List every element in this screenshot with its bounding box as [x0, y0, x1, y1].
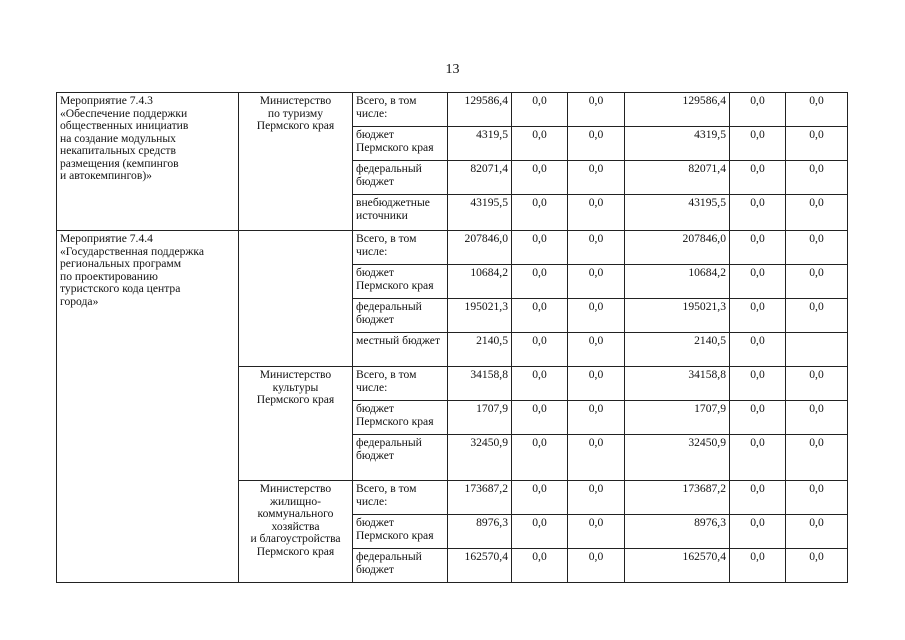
funding-source-cell: местный бюджет	[353, 333, 448, 367]
event-title-line: и автокемпингов)»	[60, 169, 152, 182]
value-cell: 1707,9	[625, 401, 730, 435]
value-cell: 32450,9	[625, 435, 730, 481]
event-title-line: на создание модульных	[60, 131, 176, 145]
funding-source-cell: бюджет Пермского края	[353, 127, 448, 161]
value-cell: 34158,8	[448, 367, 512, 401]
executor-cell	[239, 481, 353, 583]
value-cell: 0,0	[512, 401, 568, 435]
value-cell: 173687,2	[625, 481, 730, 515]
value-cell: 0,0	[512, 231, 568, 265]
event-title-line: Мероприятие 7.4.4	[60, 232, 153, 245]
value-cell: 4319,5	[448, 127, 512, 161]
value-cell: 8976,3	[448, 515, 512, 549]
value-cell: 0,0	[568, 265, 625, 299]
value-cell: 0,0	[730, 435, 786, 481]
event-title-cell	[57, 231, 239, 583]
value-cell: 0,0	[568, 299, 625, 333]
value-cell: 162570,4	[448, 549, 512, 583]
value-cell: 0,0	[512, 435, 568, 481]
funding-source-cell: Всего, в том числе:	[353, 93, 448, 127]
value-cell: 195021,3	[625, 299, 730, 333]
funding-source-cell: федеральный бюджет	[353, 549, 448, 583]
value-cell: 0,0	[568, 195, 625, 231]
value-cell: 0,0	[786, 195, 848, 231]
value-cell: 0,0	[568, 93, 625, 127]
executor-name-line: и благоустройства	[250, 532, 341, 545]
value-cell: 82071,4	[448, 161, 512, 195]
value-cell: 0,0	[730, 515, 786, 549]
value-cell: 0,0	[512, 195, 568, 231]
event-title-line: Мероприятие 7.4.3	[60, 94, 153, 107]
value-cell: 0,0	[730, 367, 786, 401]
value-cell: 0,0	[730, 481, 786, 515]
value-cell: 207846,0	[448, 231, 512, 265]
budget-table	[56, 92, 848, 583]
value-cell: 0,0	[786, 367, 848, 401]
value-cell: 1707,9	[448, 401, 512, 435]
table-row	[57, 93, 848, 127]
table-row	[57, 231, 848, 265]
value-cell: 0,0	[568, 333, 625, 367]
value-cell: 0,0	[730, 195, 786, 231]
value-cell: 195021,3	[448, 299, 512, 333]
funding-source-cell: бюджет Пермского края	[353, 265, 448, 299]
event-title-line: общественных инициатив	[60, 119, 189, 132]
value-cell: 0,0	[512, 265, 568, 299]
funding-source-cell: федеральный бюджет	[353, 161, 448, 195]
value-cell: 0,0	[730, 127, 786, 161]
value-cell: 129586,4	[448, 93, 512, 127]
value-cell: 0,0	[730, 333, 786, 367]
value-cell: 0,0	[786, 515, 848, 549]
event-title-line: размещения (кемпингов	[60, 156, 179, 170]
value-cell: 0,0	[568, 481, 625, 515]
funding-source-cell: федеральный бюджет	[353, 299, 448, 333]
funding-source-cell: бюджет Пермского края	[353, 515, 448, 549]
funding-source-cell: Всего, в том числе:	[353, 367, 448, 401]
value-cell: 0,0	[786, 299, 848, 333]
value-cell: 0,0	[568, 515, 625, 549]
value-cell: 43195,5	[625, 195, 730, 231]
value-cell: 0,0	[512, 299, 568, 333]
value-cell: 0,0	[786, 127, 848, 161]
value-cell: 0,0	[786, 549, 848, 583]
funding-source-cell: бюджет Пермского края	[353, 401, 448, 435]
value-cell: 173687,2	[448, 481, 512, 515]
value-cell: 207846,0	[625, 231, 730, 265]
value-cell: 0,0	[568, 127, 625, 161]
executor-cell	[239, 93, 353, 231]
event-title-line: «Обеспечение поддержки	[60, 106, 188, 120]
event-title-line: города»	[60, 294, 99, 308]
value-cell: 2140,5	[625, 333, 730, 367]
funding-source-cell: внебюджетные источники	[353, 195, 448, 231]
value-cell: 0,0	[568, 435, 625, 481]
executor-name-line: Министерство	[259, 94, 332, 107]
value-cell: 0,0	[730, 231, 786, 265]
value-cell: 0,0	[512, 161, 568, 195]
value-cell: 0,0	[568, 161, 625, 195]
value-cell: 0,0	[512, 481, 568, 515]
value-cell: 0,0	[730, 93, 786, 127]
value-cell: 0,0	[786, 435, 848, 481]
funding-source-cell: Всего, в том числе:	[353, 481, 448, 515]
executor-name-line: Министерство	[259, 482, 332, 495]
value-cell: 4319,5	[625, 127, 730, 161]
executor-name-line: коммунального	[257, 507, 334, 520]
value-cell: 0,0	[730, 161, 786, 195]
value-cell: 0,0	[730, 265, 786, 299]
executor-cell	[239, 367, 353, 481]
executor-name-line: хозяйства	[271, 519, 320, 533]
value-cell: 0,0	[512, 367, 568, 401]
value-cell: 34158,8	[625, 367, 730, 401]
funding-source-cell: Всего, в том числе:	[353, 231, 448, 265]
value-cell: 0,0	[786, 481, 848, 515]
value-cell: 82071,4	[625, 161, 730, 195]
value-cell: 0,0	[512, 515, 568, 549]
event-title-cell	[57, 93, 239, 231]
executor-name-line: жилищно-	[270, 494, 321, 508]
event-title-line: по проектированию	[60, 269, 158, 283]
value-cell: 0,0	[730, 299, 786, 333]
value-cell: 10684,2	[448, 265, 512, 299]
value-cell: 162570,4	[625, 549, 730, 583]
value-cell: 0,0	[512, 93, 568, 127]
value-cell: 8976,3	[625, 515, 730, 549]
value-cell: 0,0	[568, 549, 625, 583]
executor-name-line: Пермского края	[256, 119, 335, 132]
value-cell: 0,0	[512, 549, 568, 583]
event-title-line: туристского кода центра	[60, 282, 181, 295]
value-cell: 0,0	[568, 231, 625, 265]
value-cell: 0,0	[730, 549, 786, 583]
value-cell: 0,0	[786, 93, 848, 127]
executor-name-line: по туризму	[267, 106, 324, 120]
value-cell: 0,0	[512, 333, 568, 367]
value-cell: 0,0	[786, 231, 848, 265]
page-number: 13	[445, 62, 460, 77]
value-cell: 0,0	[568, 401, 625, 435]
event-title-line: «Государственная поддержка	[60, 244, 205, 258]
value-cell: 0,0	[512, 127, 568, 161]
funding-source-cell: федеральный бюджет	[353, 435, 448, 481]
value-cell: 129586,4	[625, 93, 730, 127]
table-body	[57, 93, 848, 583]
executor-cell	[239, 231, 353, 367]
value-cell: 43195,5	[448, 195, 512, 231]
value-cell: 0,0	[786, 161, 848, 195]
value-cell: 0,0	[786, 401, 848, 435]
value-cell: 0,0	[568, 367, 625, 401]
value-cell: 0,0	[786, 265, 848, 299]
event-title-line: некапитальных средств	[60, 144, 176, 157]
value-cell: 32450,9	[448, 435, 512, 481]
value-cell: 10684,2	[625, 265, 730, 299]
value-cell	[786, 333, 848, 367]
value-cell: 0,0	[730, 401, 786, 435]
executor-name-line: Пермского края	[256, 544, 335, 558]
value-cell: 2140,5	[448, 333, 512, 367]
executor-name-line: Пермского края	[256, 393, 335, 406]
executor-name-line: культуры	[272, 380, 319, 394]
event-title-line: региональных программ	[60, 257, 182, 270]
executor-name-line: Министерство	[259, 368, 332, 381]
